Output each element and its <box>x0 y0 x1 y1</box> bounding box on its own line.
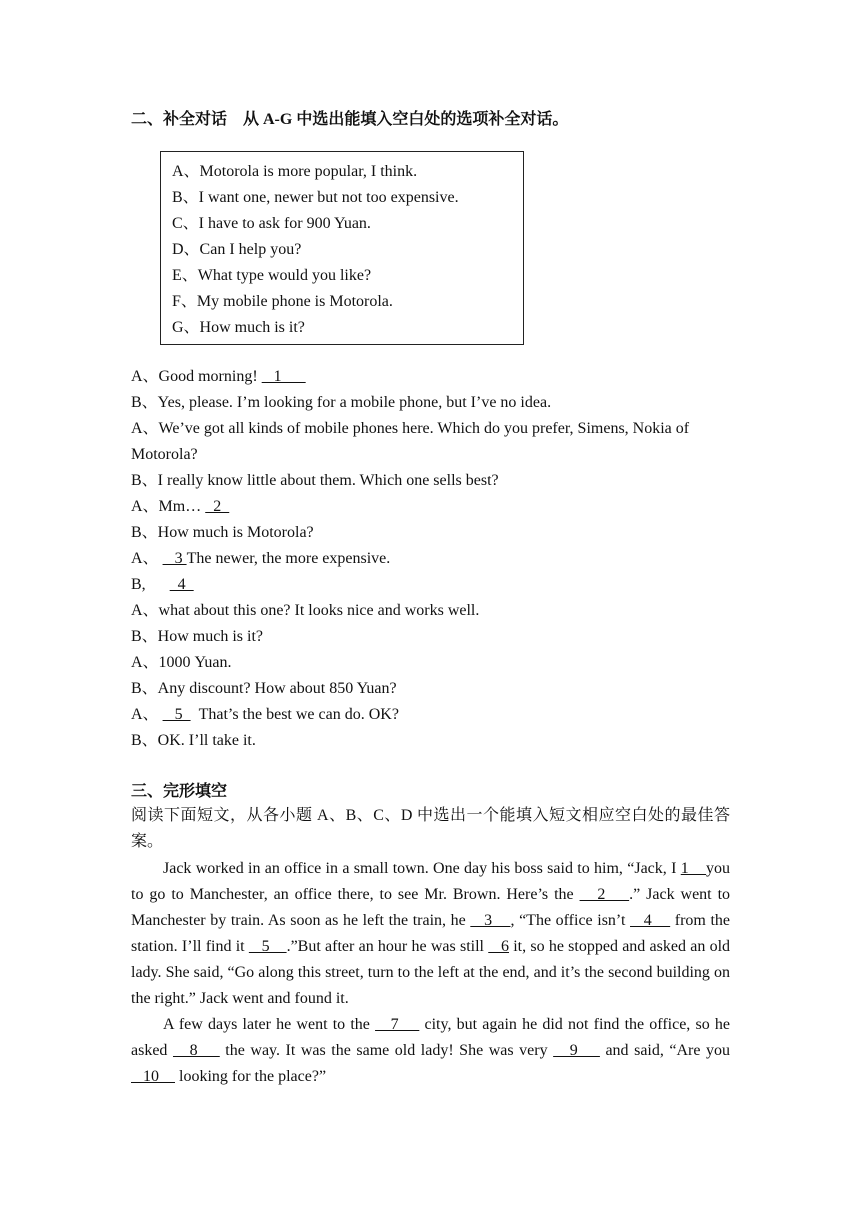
option-a: A、Motorola is more popular, I think. <box>172 163 418 180</box>
dialogue-line: B、How much is it? <box>131 628 263 645</box>
section-3-title: 三、完形填空 <box>131 783 228 800</box>
dialogue-line: B、How much is Motorola? <box>131 524 314 541</box>
cloze-blank-10[interactable]: 10 <box>131 1068 175 1085</box>
cloze-blank-7[interactable]: 7 <box>375 1016 420 1033</box>
dialogue-line: B、Yes, please. I’m looking for a mobile phone, but I’ve no idea. <box>131 394 552 411</box>
cloze-blank-5[interactable]: 5 <box>248 938 287 955</box>
dialogue-line: A、We’ve got all kinds of mobile phones here. Which do you prefer, Simens, Nokia of <box>131 420 690 437</box>
options-box <box>160 151 524 345</box>
option-g: G、How much is it? <box>172 319 305 336</box>
option-d: D、Can I help you? <box>172 241 302 258</box>
dialogue-line: A、1000 Yuan. <box>131 654 232 671</box>
blank-2[interactable]: 2 <box>205 498 230 515</box>
section-2-title: 二、补全对话 从 A-G 中选出能填入空白处的选项补全对话。 <box>131 111 569 128</box>
dialogue-line: A、 3 The newer, the more expensive. <box>131 550 391 567</box>
blank-1[interactable]: 1 <box>261 368 306 385</box>
instructions: 阅读下面短文，从各小题 A、B、C、D 中选出一个能填入短文相应空白处的最佳答案。 <box>131 807 730 850</box>
option-c: C、I have to ask for 900 Yuan. <box>172 215 371 232</box>
cloze-blank-3[interactable]: 3 <box>470 912 511 929</box>
blank-3[interactable]: 3 <box>162 550 187 567</box>
passage-paragraph-2: A few days later he went to the 7 city, but again he did not find the office, so he asked 8 the way. It was the same old lady! She was very 9 and said, “Are you 10 looking for the place?” <box>131 1016 731 1085</box>
dialogue-line: B、OK. I’ll take it. <box>131 732 256 749</box>
passage-paragraph-1: Jack worked in an office in a small town. One day his boss said to him, “Jack, I 1 you to go to Manchester, an office there, to see Mr. Brown. Here’s the 2 .” Jack went to Manchester by train. As soon as he left the train, he 3 , “The office isn’t 4 from the station. I’ll find it 5 .”But after an hour he was still 6 it, so he stopped and asked an old lady. She said, “Go along this street, turn to the left at the end, and it’s the second building on the right.” Jack went and found it. <box>131 860 731 1007</box>
option-e: E、What type would you like? <box>172 267 372 284</box>
cloze-blank-2[interactable]: 2 <box>579 886 630 903</box>
dialogue-line: B、I really know little about them. Which one sells best? <box>131 472 499 489</box>
blank-5[interactable]: 5 <box>162 706 191 723</box>
cloze-blank-6[interactable]: 6 <box>488 938 509 955</box>
option-b: B、I want one, newer but not too expensive. <box>172 189 459 206</box>
dialogue-line: B、Any discount? How about 850 Yuan? <box>131 680 397 697</box>
cloze-blank-4[interactable]: 4 <box>630 912 671 929</box>
dialogue-line: B, 4 <box>131 576 194 593</box>
dialogue-line: A、Mm… 2 <box>131 498 230 515</box>
cloze-blank-9[interactable]: 9 <box>553 1042 600 1059</box>
cloze-blank-1[interactable]: 1 <box>680 860 706 877</box>
option-f: F、My mobile phone is Motorola. <box>172 293 393 310</box>
dialogue-line: A、what about this one? It looks nice and works well. <box>131 602 480 619</box>
dialogue-line: A、 5 That’s the best we can do. OK? <box>131 706 399 723</box>
blank-4[interactable]: 4 <box>169 576 194 593</box>
dialogue-line: A、Good morning! 1 <box>131 368 306 385</box>
cloze-blank-8[interactable]: 8 <box>172 1042 220 1059</box>
dialogue-line: Motorola? <box>131 446 198 463</box>
